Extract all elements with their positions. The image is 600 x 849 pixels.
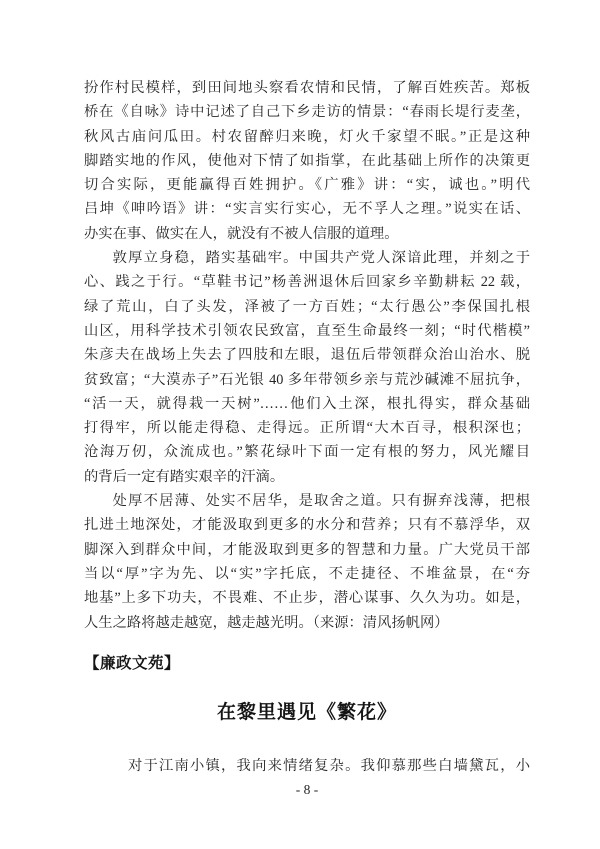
body-line: 沧海万仞，众流成也。”繁花绿叶下面一定有根的努力，风光耀目 xyxy=(84,444,530,461)
body-line: 地基”上多下功夫，不畏难、不止步，潜心谋事、久久为功。如是， xyxy=(84,590,530,607)
body-line: 切合实际，更能赢得百姓拥护。《广雅》讲：“实，诚也。”明代 xyxy=(84,177,530,194)
article-first-line: 对于江南小镇，我向来情绪复杂。我仰慕那些白墙黛瓦，小 xyxy=(128,757,530,774)
body-line: 朱彦夫在战场上失去了四肢和左眼，退伍后带领群众治山治水、脱 xyxy=(84,347,530,364)
body-line: 心、践之于行。“草鞋书记”杨善洲退休后回家乡辛勤耕耘 22 载， xyxy=(84,274,530,291)
body-line: 敦厚立身稳，踏实基础牢。中国共产党人深谙此理，并刻之于 xyxy=(112,250,530,267)
body-line: 脚踏实地的作风，使他对下情了如指掌，在此基础上所作的决策更 xyxy=(84,152,530,169)
body-line: 打得牢，所以能走得稳、走得远。正所谓“大木百寻，根积深也； xyxy=(84,420,530,437)
body-line: 桥在《自咏》诗中记述了自己下乡走访的情景：“春雨长堤行麦垄， xyxy=(84,104,530,121)
text-column xyxy=(84,76,530,778)
body-line: 脚深入到群众中间，才能汲取到更多的智慧和力量。广大党员干部 xyxy=(84,541,530,558)
body-line: 人生之路将越走越宽，越走越光明。（来源：清风扬帆网） xyxy=(84,614,449,631)
body-line: 的背后一定有踏实艰辛的汗滴。 xyxy=(84,468,285,485)
body-line: 绿了荒山，白了头发，泽被了一方百姓；“太行愚公”李保国扎根 xyxy=(84,298,530,315)
body-line: 贫致富；“大漠赤子”石光银 40 多年带领乡亲与荒沙碱滩不屈抗争， xyxy=(84,371,530,388)
body-line: “活一天，就得栽一天树”……他们入土深，根扎得实，群众基础 xyxy=(84,395,530,412)
body-line: 扎进土地深处，才能汲取到更多的水分和营养；只有不慕浮华，双 xyxy=(84,517,530,534)
page-number: - 8 - xyxy=(295,782,319,797)
body-line: 处厚不居薄、处实不居华，是取舍之道。只有摒弃浅薄，把根 xyxy=(112,493,530,510)
body-line: 山区，用科学技术引领农民致富，直至生命最终一刻；“时代楷模” xyxy=(84,322,530,339)
section-header: 【廉政文苑】 xyxy=(84,654,181,672)
body-line: 办实在事、做实在人，就没有不被人信服的道理。 xyxy=(84,225,399,242)
body-line: 秋风古庙问瓜田。村农留醉归来晚，灯火千家望不眠。”正是这种 xyxy=(84,128,530,145)
body-line: 扮作村民模样，到田间地头察看农情和民情，了解百姓疾苦。郑板 xyxy=(84,80,530,96)
article-title: 在黎里遇见《繁花》 xyxy=(216,701,397,723)
body-line: 吕坤《呻吟语》讲：“实言实行实心，无不孚人之理。”说实在话、 xyxy=(84,201,530,218)
body-line: 当以“厚”字为先、以“实”字托底，不走捷径、不堆盆景，在“夯 xyxy=(84,565,530,582)
